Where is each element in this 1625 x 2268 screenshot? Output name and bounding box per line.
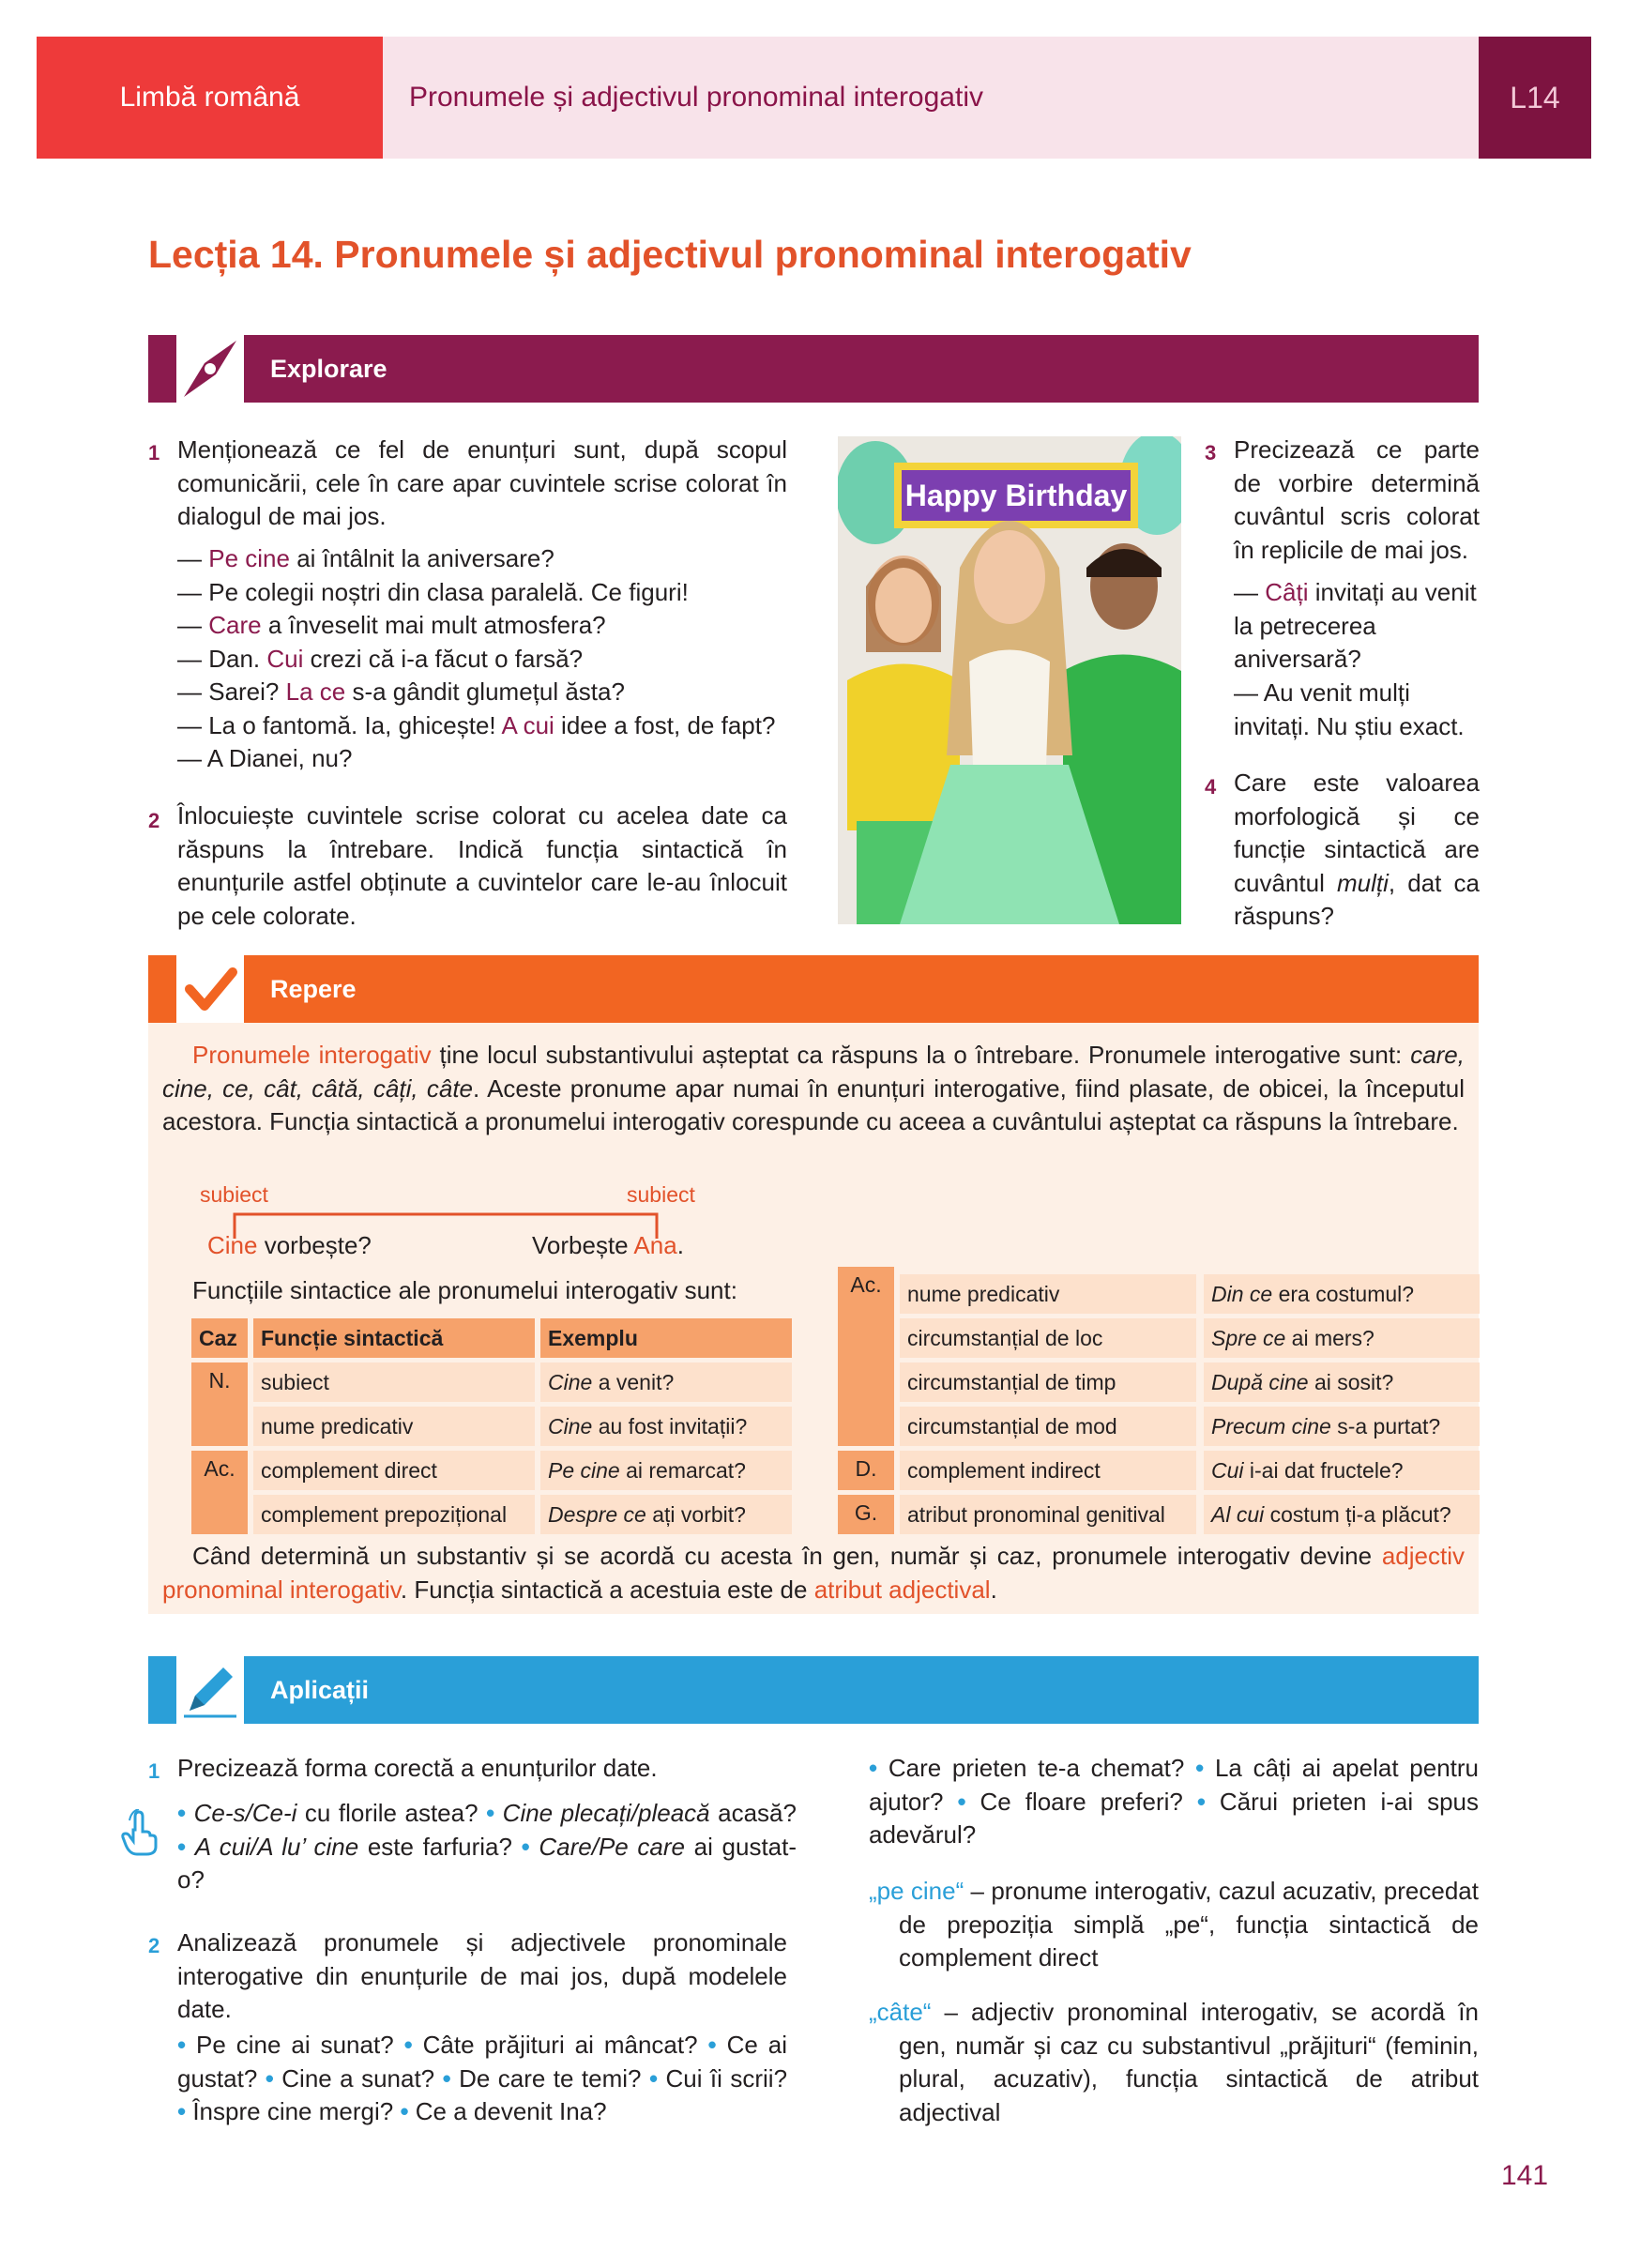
dialog-line: — Care a înveselit mai mult atmosfera?	[177, 611, 606, 639]
q4-text: Care este valoarea morfologică și ce funcție sintactică are cuvântul mulți, dat ca răspuns?	[1234, 769, 1480, 930]
model-1: „pe cine“ – pronume interogativ, cazul acuzativ, precedat de prepoziția simplă „pe“, funcția sintactică de complement direct	[869, 1877, 1479, 1971]
function-cell: atribut pronominal genitival	[900, 1495, 1196, 1534]
example-answer: Vorbește Ana.	[532, 1231, 684, 1259]
header-case: Caz	[191, 1318, 248, 1358]
function-cell: circumstanțial de mod	[900, 1407, 1196, 1446]
compass-icon	[176, 335, 244, 403]
party-photo	[838, 436, 1181, 924]
example-cell: Precum cine s-a purtat?	[1204, 1407, 1480, 1446]
example-cell: Din ce era costumul?	[1204, 1274, 1480, 1314]
header-function: Funcție sintactică	[253, 1318, 535, 1358]
a1-text: Precizează forma corectă a enunțurilor date.	[177, 1754, 658, 1782]
q2-text: Înlocuiește cuvintele scrise colorat cu acelea date ca răspuns la întrebare. Indică funcția sintactică în enunțurile astfel obținute a cuvintelor care le-au înlocuit pe cele colorate.	[177, 801, 787, 930]
a2-items-col2: • Care prieten te-a chemat? • La câți ai apelat pentru ajutor? • Ce floare preferi? • Cărui prieten i-ai spus adevărul?	[869, 1754, 1480, 1849]
q1-text: Menționează ce fel de enunțuri sunt, după scopul comunicării, cele în care apar cuvintele scrise colorat în dialogul de mai jos.	[177, 435, 787, 530]
example-cell: Cui i-ai dat fructele?	[1204, 1451, 1480, 1490]
a2-number: 2	[148, 1934, 160, 1957]
repere-paragraph-2: Când determină un substantiv și se acordă cu acesta în gen, număr și caz, pronumele interogativ devine adjectiv pronominal interogativ. Funcția sintactică a acestuia este de atribut adjectival.	[162, 1542, 1465, 1604]
lesson-code: L14	[1479, 37, 1591, 159]
dialog-line: — La o fantomă. Ia, ghicește! A cui idee a fost, de fapt?	[177, 710, 776, 739]
example-cell: Cine a venit?	[540, 1362, 792, 1402]
example-label-1: subiect	[200, 1182, 268, 1207]
case-cell: Ac.	[838, 1267, 894, 1446]
dialog-line: — Sarei? La ce s-a gândit glumețul ăsta?	[177, 677, 625, 706]
example-cell: Pe cine ai remarcat?	[540, 1451, 792, 1490]
function-cell: subiect	[253, 1362, 535, 1402]
model-2: „câte“ – adjectiv pronominal interogativ, se acordă în gen, număr și caz cu substantivul „prăjituri“ (feminin, plural, acuzativ), funcția sintactică de atribut adjectival	[869, 1998, 1479, 2126]
example-cell: Al cui costum ți-a plăcut?	[1204, 1495, 1480, 1534]
touch-icon	[118, 1809, 161, 1861]
repere-bar	[148, 955, 1479, 1023]
example-cell: Cine au fost invitații?	[540, 1407, 792, 1446]
header-topic: Pronumele și adjectivul pronominal interogativ	[383, 37, 1479, 159]
q4-number: 4	[1205, 775, 1217, 799]
function-cell: nume predicativ	[253, 1407, 535, 1446]
q3-dialog-1: — Câți invitați au venit la petrecerea aniversară?	[1234, 578, 1477, 673]
example-cell: Despre ce ați vorbit?	[540, 1495, 792, 1534]
dialog-line: — Dan. Cui crezi că i-a făcut o farsă?	[177, 644, 584, 673]
explorare-bar	[148, 335, 1479, 403]
dialog-line: — A Dianei, nu?	[177, 744, 353, 772]
explorare-label: Explorare	[270, 354, 387, 383]
a1-number: 1	[148, 1759, 160, 1783]
function-cell: complement prepozițional	[253, 1495, 535, 1534]
aplicatii-label: Aplicații	[270, 1675, 370, 1704]
function-cell: circumstanțial de loc	[900, 1318, 1196, 1358]
q1-number: 1	[148, 441, 160, 464]
table-intro: Funcțiile sintactice ale pronumelui interogativ sunt:	[192, 1276, 737, 1304]
example-question: Cine vorbește?	[207, 1231, 372, 1259]
banner-text: Happy Birthday	[904, 479, 1128, 512]
a2-text: Analizează pronumele și adjectivele pronominale interogative din enunțurile de mai jos, după modelele date.	[177, 1928, 787, 2023]
dialog-line: — Pe colegii noștri din clasa paralelă. Ce figuri!	[177, 577, 689, 606]
a2-items-col1: • Pe cine ai sunat? • Câte prăjituri ai mâncat? • Ce ai gustat? • Cine a sunat? • De care te temi? • Cui îi scrii? • Înspre cine mergi? • Ce a devenit Ina?	[177, 2031, 788, 2125]
q2-number: 2	[148, 809, 160, 832]
dialog	[177, 542, 815, 776]
aplicatii-bar	[148, 1656, 1479, 1724]
case-cell: Ac.	[191, 1451, 248, 1534]
case-cell: G.	[838, 1495, 894, 1534]
header-subject: Limbă română	[37, 37, 383, 159]
function-cell: nume predicativ	[900, 1274, 1196, 1314]
example-label-2: subiect	[627, 1182, 695, 1207]
example-cell: După cine ai sosit?	[1204, 1362, 1480, 1402]
q3-number: 3	[1205, 441, 1217, 464]
dialog-line: — Pe cine ai întâlnit la aniversare?	[177, 544, 554, 572]
pencil-icon	[176, 1656, 244, 1724]
page-number: 141	[1501, 2160, 1549, 2191]
repere-paragraph-1: Pronumele interogativ ține locul substantivului așteptat ca răspuns la o întrebare. Pronumele interogative sunt: care, cine, ce, cât, câtă, câți, câte. Aceste pronume apar numai în enunțuri interogative, fiind plasate, de obicei, la începutul acestora. Funcția sintactică a pronumelui interogativ corespunde cu aceea a cuvântului așteptat ca răspuns la întrebare.	[162, 1041, 1466, 1135]
q3-text: Precizează ce parte de vorbire determină cuvântul scris colorat în replicile de mai jos.	[1234, 435, 1480, 564]
page-title: Lecția 14. Pronumele și adjectivul pronominal interogativ	[148, 233, 1192, 276]
case-cell: N.	[191, 1362, 248, 1446]
repere-label: Repere	[270, 974, 357, 1003]
case-cell: D.	[838, 1451, 894, 1490]
example-cell: Spre ce ai mers?	[1204, 1318, 1480, 1358]
q3-dialog-2: — Au venit mulți invitați. Nu știu exact.	[1234, 678, 1465, 740]
function-cell: circumstanțial de timp	[900, 1362, 1196, 1402]
checkmark-icon	[176, 955, 244, 1023]
header-example: Exemplu	[540, 1318, 792, 1358]
function-cell: complement direct	[253, 1451, 535, 1490]
a1-items: • Ce-s/Ce-i cu florile astea? • Cine plecați/pleacă acasă? • A cui/A lu’ cine este farfuria? • Care/Pe care ai gustat-o?	[177, 1799, 797, 1894]
function-cell: complement indirect	[900, 1451, 1196, 1490]
